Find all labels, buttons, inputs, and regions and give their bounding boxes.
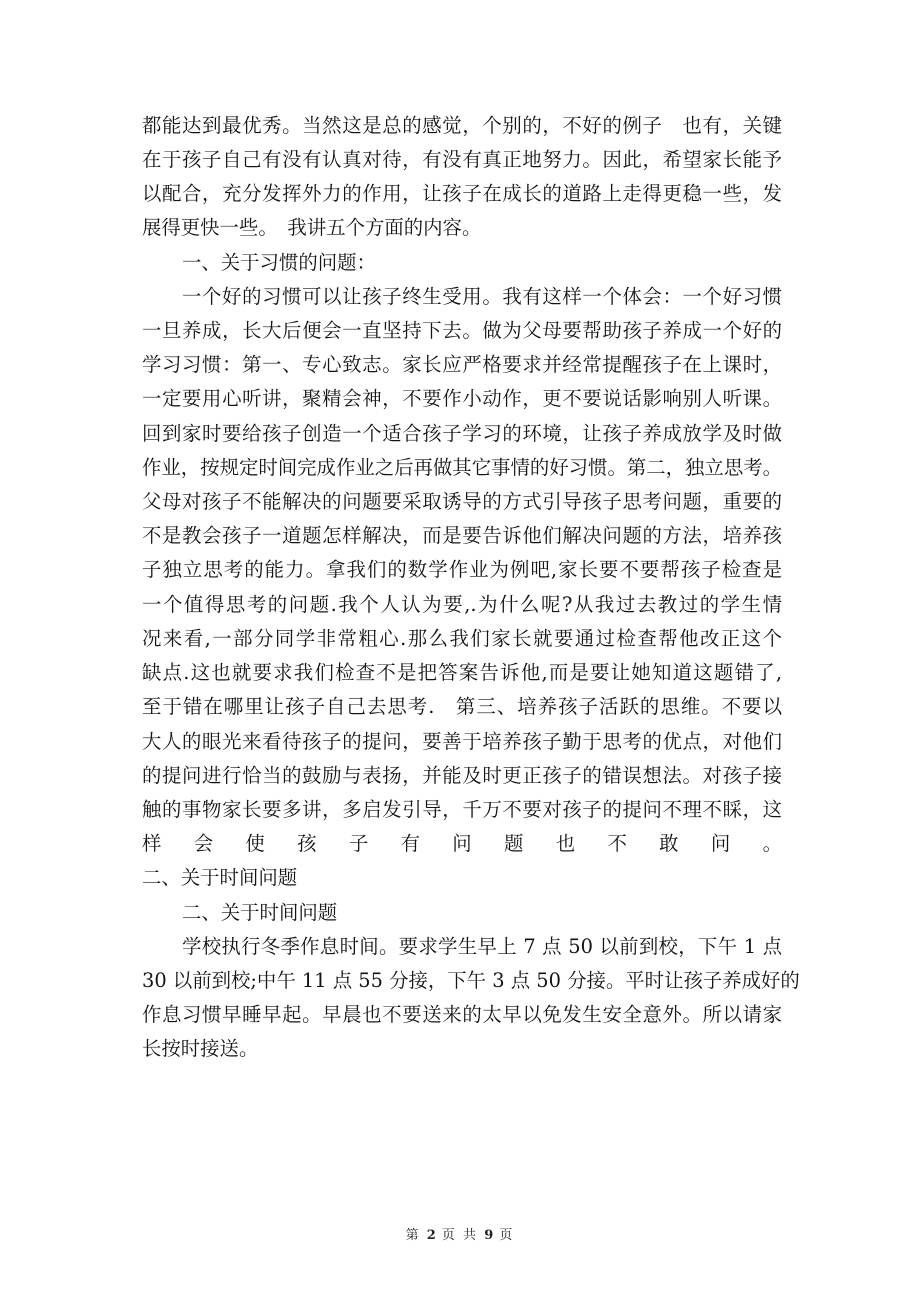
text-line: 学校执行冬季作息时间。要求学生早上 7 点 50 以前到校，下午 1 点	[182, 935, 782, 958]
text-line: 回到家时要给孩子创造一个适合孩子学习的环境，让孩子养成放学及时做	[142, 422, 782, 445]
footer-suffix: 页	[499, 1228, 515, 1243]
text-line: 学习习惯：第一、专心致志。家长应严格要求并经常提醒孩子在上课时，	[142, 353, 782, 376]
text-line: 子独立思考的能力。拿我们的数学作业为例吧,家长要不要帮孩子检查是	[142, 558, 782, 581]
footer-prefix: 第	[405, 1228, 421, 1243]
page-footer	[0, 1227, 920, 1245]
footer-total-pages: 9	[484, 1228, 494, 1243]
text-line: 30 以前到校;中午 11 点 55 分接，下午 3 点 50 分接。平时让孩子养成好的	[142, 969, 800, 992]
text-line: 一旦养成，长大后便会一直坚持下去。做为父母要帮助孩子养成一个好的	[142, 319, 782, 342]
text-line: 的提问进行恰当的鼓励与表扬，并能及时更正孩子的错误想法。对孩子接	[142, 764, 782, 787]
text-line: 况来看,一部分同学非常粗心.那么我们家长就要通过检查帮他改正这个	[142, 627, 782, 650]
text-line: 父母对孩子不能解决的问题要采取诱导的方式引导孩子思考问题，重要的	[142, 490, 782, 513]
text-line: 缺点.这也就要求我们检查不是把答案告诉他,而是要让她知道这题错了,	[142, 661, 782, 684]
text-line: 作业，按规定时间完成作业之后再做其它事情的好习惯。第二，独立思考。	[142, 456, 782, 479]
text-line: 一个好的习惯可以让孩子终生受用。我有这样一个体会：一个好习惯	[182, 285, 782, 308]
footer-middle: 页 共	[441, 1228, 479, 1243]
text-line: 以配合，充分发挥外力的作用，让孩子在成长的道路上走得更稳一些，发	[142, 182, 782, 205]
text-line: 展得更快一些。 我讲五个方面的内容。	[142, 216, 482, 239]
section-heading: 一、关于习惯的问题：	[182, 251, 376, 274]
text-line: 触的事物家长要多讲，多启发引导，千万不要对孩子的提问不理不睬，这	[142, 798, 782, 821]
text-line: 作息习惯早睡早起。早晨也不要送来的太早以免发生安全意外。所以请家	[142, 1003, 782, 1026]
text-line: 不是教会孩子一道题怎样解决，而是要告诉他们解决问题的方法，培养孩	[142, 524, 782, 547]
text-line: 都能达到最优秀。当然这是总的感觉，个别的，不好的例子 也有，关键	[142, 114, 782, 137]
text-line: 大人的眼光来看待孩子的提问，要善于培养孩子勤于思考的优点，对他们	[142, 730, 782, 753]
text-line: 一个值得思考的问题.我个人认为要,.为什么呢?从我过去教过的学生情	[142, 593, 782, 616]
text-line: 在于孩子自己有没有认真对待，有没有真正地努力。因此，希望家长能予	[142, 148, 782, 171]
text-line: 样会使孩子有问题也不敢问。	[142, 832, 782, 855]
footer-page-number: 2	[426, 1228, 436, 1243]
text-line: 至于错在哪里让孩子自己去思考. 第三、培养孩子活跃的思维。不要以	[142, 695, 782, 718]
text-line: 二、关于时间问题	[142, 866, 298, 889]
text-line: 一定要用心听讲，聚精会神，不要作小动作，更不要说话影响别人听课。	[142, 387, 782, 410]
text-line: 长按时接送。	[142, 1037, 259, 1060]
section-heading: 二、关于时间问题	[182, 901, 338, 924]
